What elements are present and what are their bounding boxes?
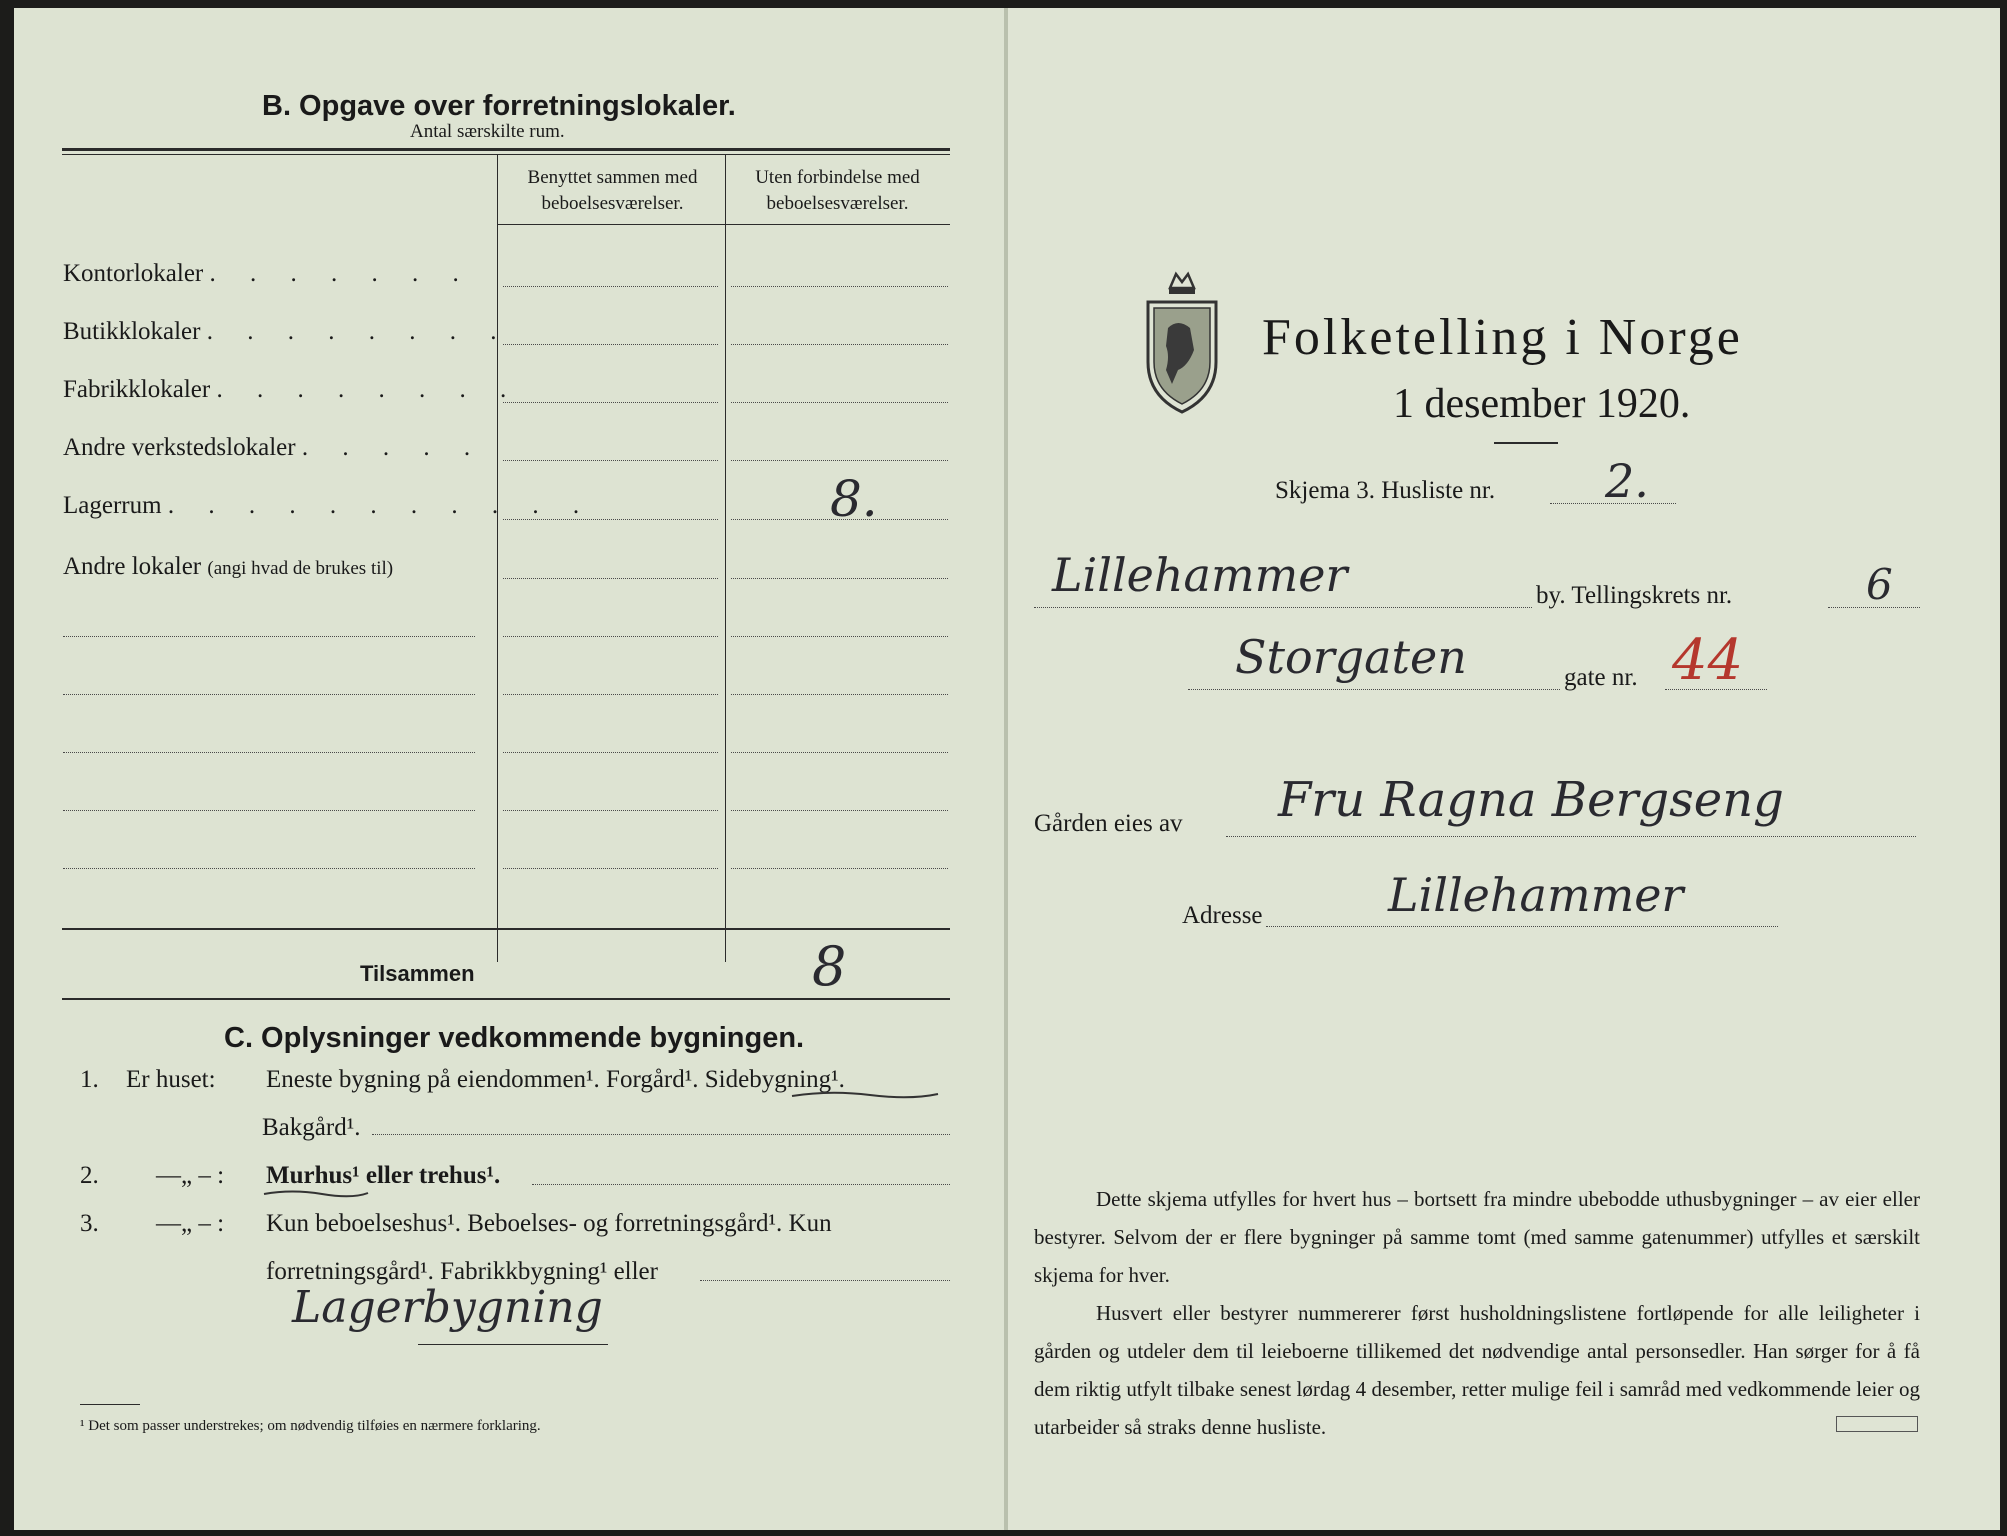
adresse-label: Adresse [1182,902,1263,929]
row-line-col1 [503,286,718,287]
item1-continuation: Bakgård¹. [262,1114,361,1141]
total-top-rule [62,928,950,930]
cover-date: 1 desember 1920. [1393,381,1691,427]
item1-options: Eneste bygning på eiendommen¹. Forgård¹. Sidebygning¹. [266,1066,845,1093]
blank-row-line [63,752,475,753]
row-label-kontorlokaler: Kontorlokaler . . . . . . . [63,260,473,287]
blank-row-line [63,810,475,811]
eier-value: Fru Ragna Bergseng [1278,772,1784,828]
row-line-col1 [503,519,718,520]
row-line-col2 [731,402,948,403]
item2-options: Murhus¹ eller trehus¹. [266,1162,501,1189]
skjema-label: Skjema 3. Husliste nr. [1275,477,1496,504]
gate-value: Storgaten [1235,630,1467,684]
row-line-col2 [731,578,948,579]
row-label-fabrikklokaler: Fabrikklokaler . . . . . . . . [63,376,521,403]
col1-header-line2: beboelsesværelser. [541,193,684,214]
instructions-paragraph-2: Husvert eller bestyrer nummererer først husholdningslistene fortløpende for alle leiligheter i gården og utdeler dem til leieboerne tillikemed det nødvendige antal personsedler. Han sørger for å få dem riktig utfylt tilbake senest lørdag 4 desember, retter mulige feil i samråd med vedkommende leier og utarbeider så straks denne husliste. [1034,1301,1920,1439]
blank-row-line [731,636,948,637]
row-line-col2 [731,344,948,345]
item2-fill-line [532,1184,950,1185]
murhus-underline [262,1188,372,1200]
row-label-lagerrum: Lagerrum . . . . . . . . . . . [63,492,594,519]
cover-title: Folketelling i Norge [1262,309,1743,366]
item3-fill-line [700,1280,950,1281]
item3-lead: —„ – : [156,1210,225,1237]
col2-header-line2: beboelsesværelser. [766,193,909,214]
item3-options: Kun beboelseshus¹. Beboelses- og forretningsgård¹. Kun [266,1210,832,1237]
gate-label: gate nr. [1564,664,1638,691]
lagerrum-col2-value: 8. [830,470,878,528]
col1-header-line1: Benyttet sammen med [527,167,698,188]
col2-header-line1: Uten forbindelse med [755,167,920,188]
section-c-title: C. Oplysninger vedkommende bygningen. [224,1022,805,1054]
page-spine [1004,8,1008,1530]
row-line-col1 [503,402,718,403]
blank-row-line [503,752,718,753]
norway-coat-of-arms-icon [1142,266,1222,416]
row-label-andre-lokaler: Andre lokaler (angi hvad de brukes til) [63,553,394,580]
total-bottom-rule [62,998,950,1000]
row-line-col2 [731,286,948,287]
andre-lokaler-note: (angi hvad de brukes til) [207,558,394,579]
section-b-title: B. Opgave over forretningslokaler. [262,90,736,122]
blank-row-line [63,868,475,869]
footnote-rule [80,1404,140,1405]
item1-fill-line [372,1134,950,1135]
blank-row-line [731,694,948,695]
blank-row-line [731,810,948,811]
total-label: Tilsammen [360,961,475,986]
row-line-col1 [503,578,718,579]
instructions-paragraph-1: Dette skjema utfylles for hvert hus – bortsett fra mindre ubebodde uthusbygninger – av eier eller bestyrer. Selvom der er flere bygninger på samme tomt (med samme gatenummer) utfylles et særskilt skjema for hver. [1034,1187,1920,1287]
eier-fill-line [1226,836,1916,837]
table-top-rule-inner [62,154,950,155]
by-value: Lillehammer [1052,548,1348,602]
adresse-value: Lillehammer [1388,868,1684,922]
blank-row-line [503,868,718,869]
blank-row-line [63,694,475,695]
header-bottom-rule [497,224,950,225]
blank-row-line [503,810,718,811]
row-line-col1 [503,344,718,345]
item3-short-rule [418,1344,608,1345]
item1-lead: Er huset: [126,1066,216,1093]
blank-row-line [503,694,718,695]
by-label: by. Tellingskrets nr. [1536,582,1733,609]
husliste-nr-value: 2. [1605,454,1649,508]
printer-mark [1836,1416,1918,1432]
footnote: ¹ Det som passer understrekes; om nødvendig tilføies en nærmere forklaring. [80,1418,541,1434]
section-b-subtitle: Antal særskilte rum. [410,121,565,142]
item1-number: 1. [80,1066,99,1093]
item3-continuation: forretningsgård¹. Fabrikkbygning¹ eller [266,1258,658,1285]
total-col2-value: 8 [812,935,847,998]
adresse-fill-line [1266,926,1778,927]
blank-row-line [731,752,948,753]
gate-nr-value: 44 [1672,628,1744,693]
table-top-rule [62,148,950,151]
row-line-col2 [731,460,948,461]
gate-fill-line [1188,689,1560,690]
item3-handwritten-value: Lagerbygning [292,1282,603,1333]
item3-number: 3. [80,1210,99,1237]
row-line-col1 [503,460,718,461]
eier-label: Gården eies av [1034,810,1183,837]
table-divider-1 [497,154,498,962]
title-ornament-rule [1494,442,1558,444]
blank-row-line [731,868,948,869]
tellingskrets-nr-value: 6 [1866,560,1893,609]
item2-lead: —„ – : [156,1162,225,1189]
by-fill-line [1034,607,1532,608]
blank-row-line [63,636,475,637]
row-label-butikklokaler: Butikklokaler . . . . . . . . [63,318,511,345]
item2-number: 2. [80,1162,99,1189]
blank-row-line [503,636,718,637]
row-label-andre-verkstedslokaler: Andre verkstedslokaler . . . . . [63,434,485,461]
sidebygning-underline [790,1088,940,1102]
table-divider-2 [725,154,726,962]
